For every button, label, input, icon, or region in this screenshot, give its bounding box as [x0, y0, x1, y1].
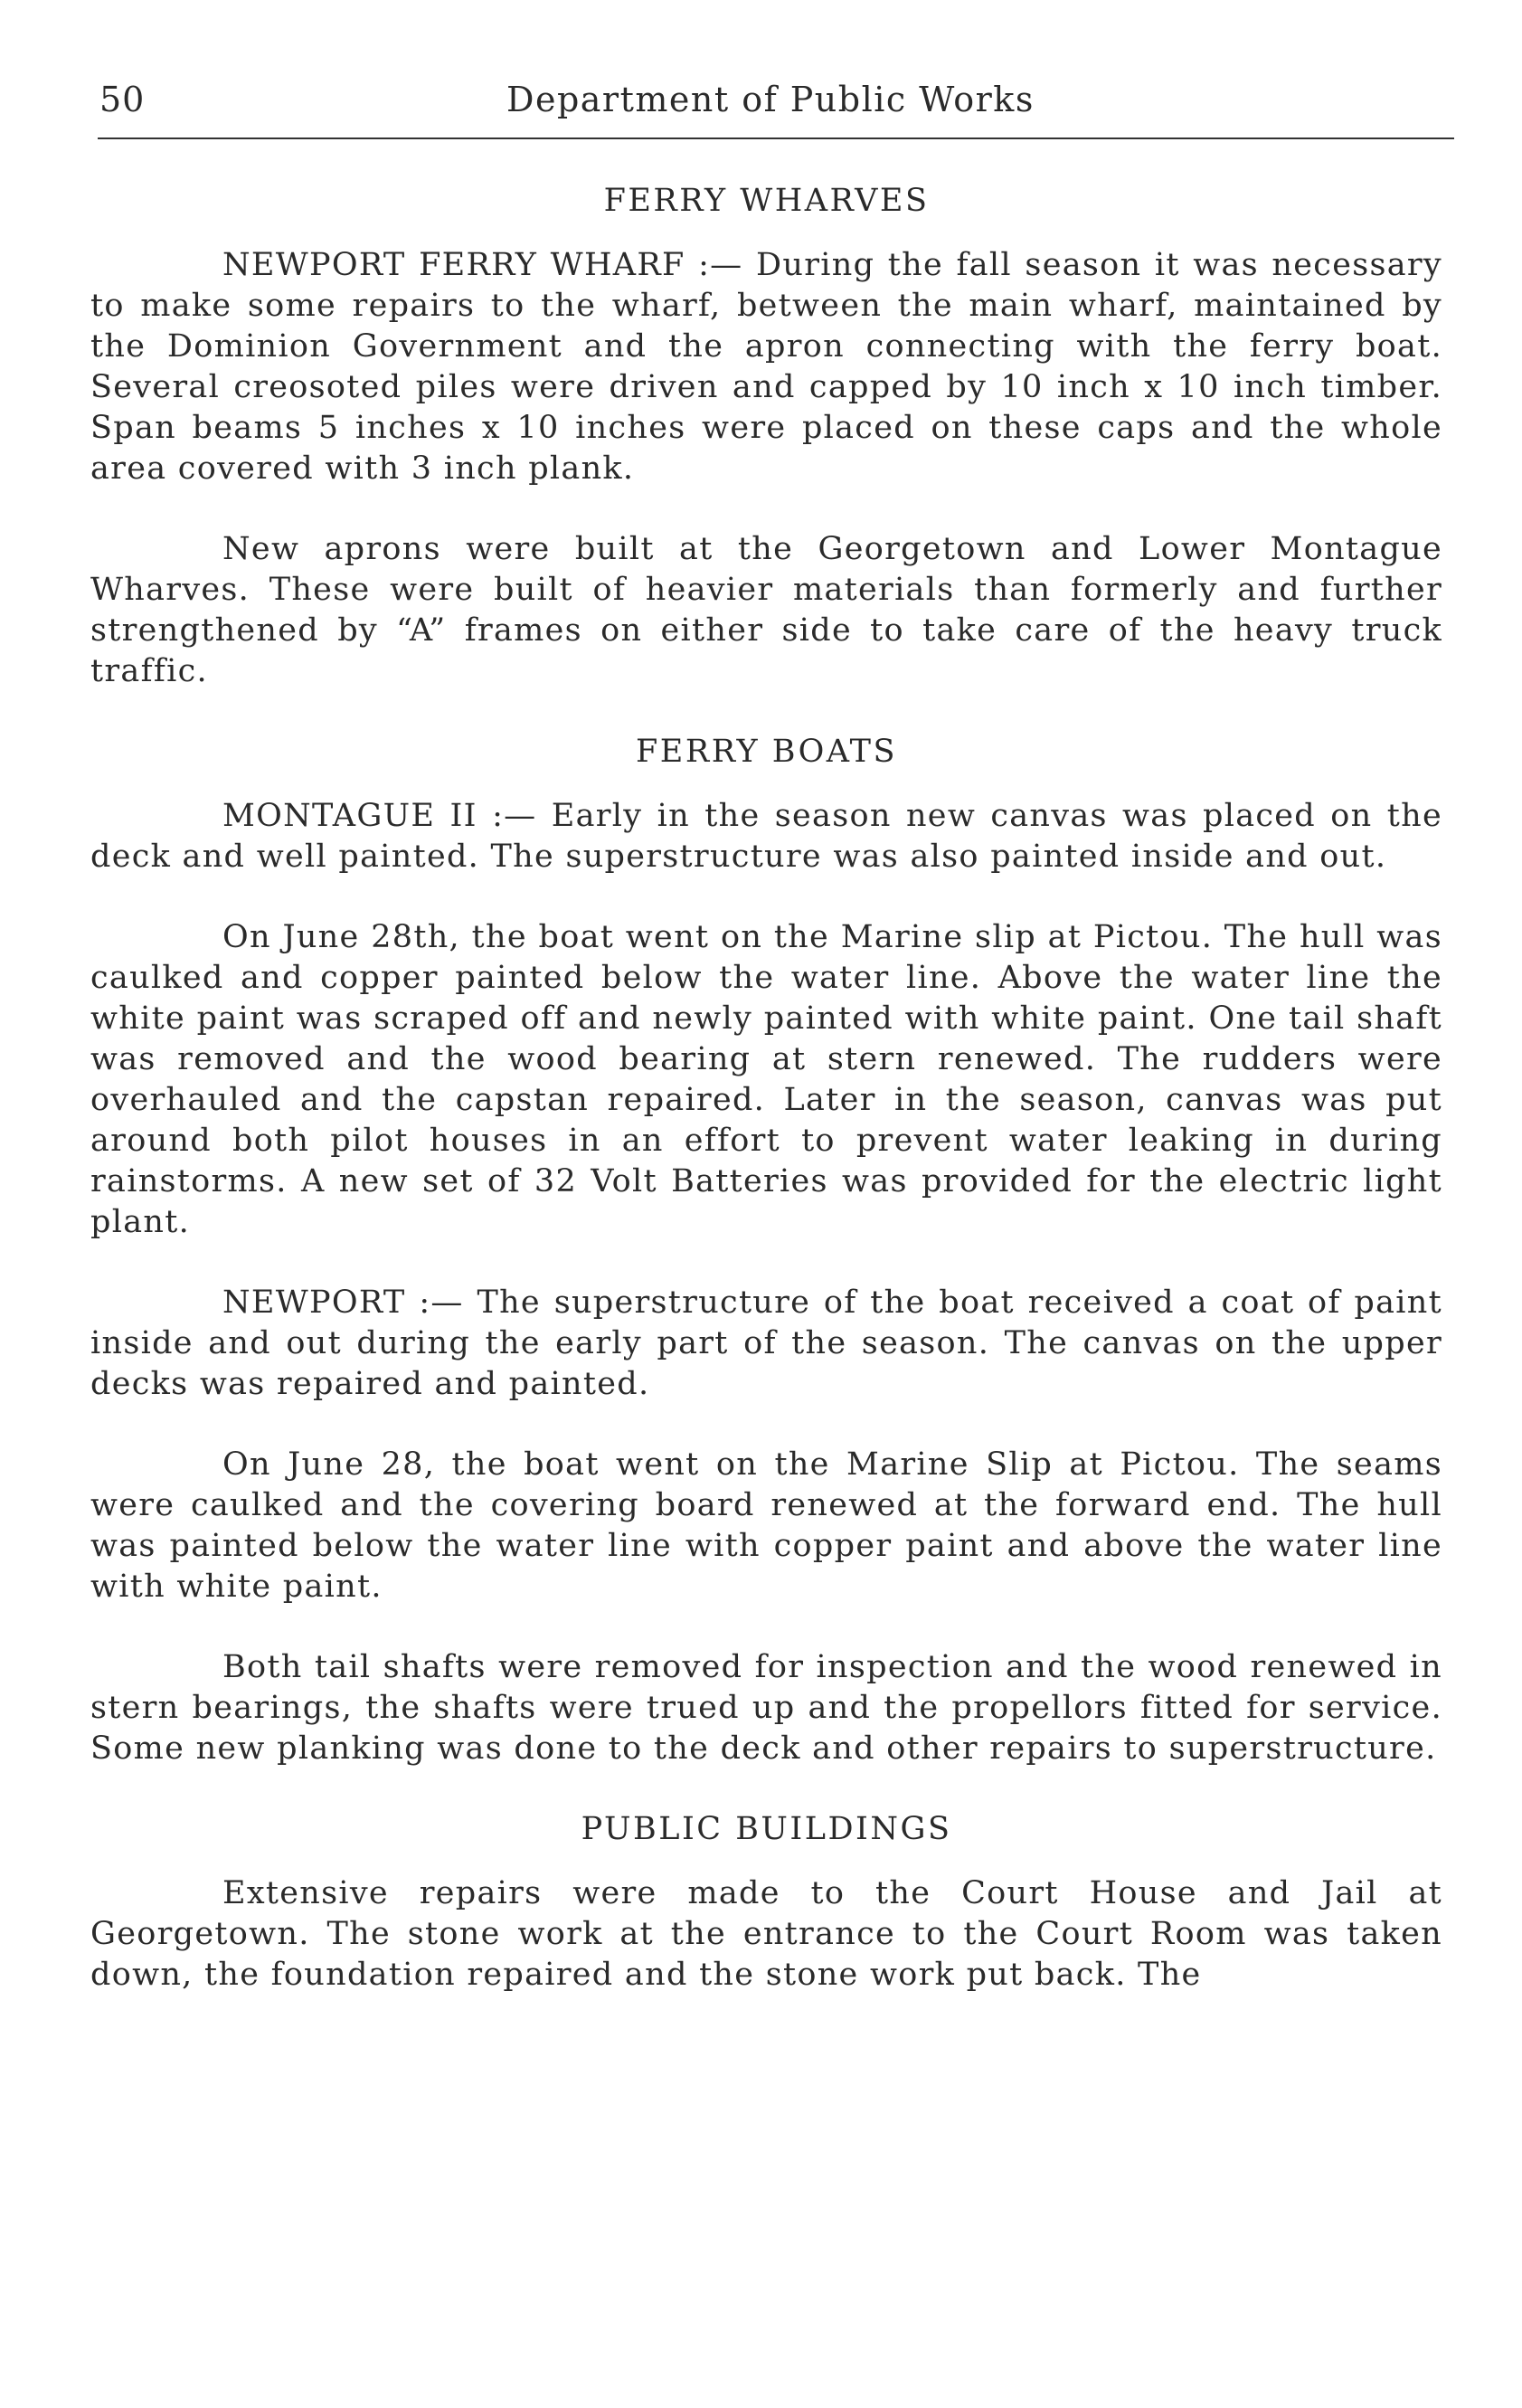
paragraph-tail-shafts: Both tail shafts were removed for inspection and the wood renewed in stern bearings, the shafts were trued up and the propellors fitted for service. Some new planking was done to the deck and other repairs to superstructure.	[90, 1649, 1442, 1767]
page-body	[90, 181, 1442, 1996]
section-heading-ferry-wharves: FERRY WHARVES	[603, 183, 930, 219]
paragraph-newport-marine-slip: On June 28, the boat went on the Marine Slip at Pictou. The seams were caulked and the covering board renewed at the forward end. The hull was painted below the water line with copper paint and above the water line with white paint.	[90, 1446, 1442, 1605]
paragraph-newport-boat: NEWPORT :— The superstructure of the boat received a coat of paint inside and out during the early part of the season. The canvas on the upper decks was repaired and painted.	[90, 1285, 1442, 1402]
page-number: 50	[99, 80, 146, 119]
paragraph-montague-marine-slip: On June 28th, the boat went on the Marine slip at Pictou. The hull was caulked and copper painted below the water line. Above the water line the white paint was scraped off and newly painted with white paint. One tail shaft was removed and the wood bearing at stern renewed. The rudders were overhauled and the capstan repaired. Later in the season, canvas was put around both pilot houses in an effort to prevent water leaking in during rainstorms. A new set of 32 Volt Batteries was provided for the electric light plant.	[90, 919, 1442, 1240]
paragraph-court-house: Extensive repairs were made to the Court House and Jail at Georgetown. The stone work at the entrance to the Court Room was taken down, the foundation repaired and the stone work put back. The	[90, 1875, 1442, 1993]
header-rule	[98, 137, 1454, 139]
section-heading-public-buildings: PUBLIC BUILDINGS	[581, 1811, 952, 1847]
page-header	[99, 80, 1456, 127]
paragraph-montague-ii: MONTAGUE II :— Early in the season new canvas was placed on the deck and well painted. The superstructure was also painted inside and out.	[90, 798, 1442, 875]
section-heading-ferry-boats: FERRY BOATS	[636, 734, 897, 770]
paragraph-new-aprons: New aprons were built at the Georgetown and Lower Montague Wharves. These were built of heavier materials than formerly and further strengthened by “A” frames on either side to take care of the heavy truck traffic.	[90, 531, 1442, 689]
running-title: Department of Public Works	[506, 80, 1035, 119]
paragraph-newport-ferry-wharf: NEWPORT FERRY WHARF :— During the fall season it was necessary to make some repairs to the wharf, between the main wharf, maintained by the Dominion Government and the apron connecting with the ferry boat. Several creosoted piles were driven and capped by 10 inch x 10 inch timber. Span beams 5 inches x 10 inches were placed on these caps and the whole area covered with 3 inch plank.	[90, 247, 1442, 487]
